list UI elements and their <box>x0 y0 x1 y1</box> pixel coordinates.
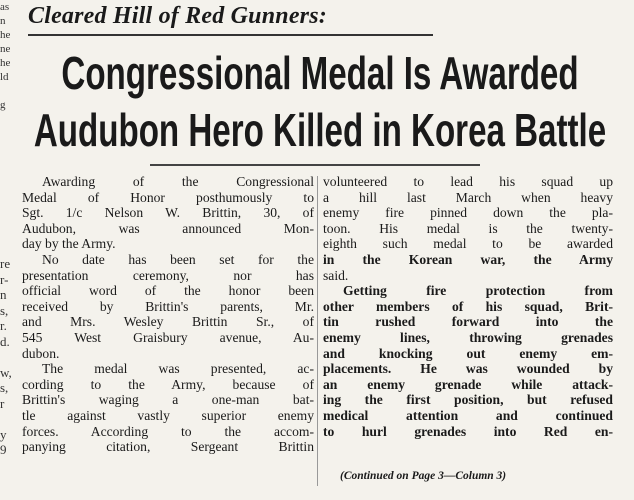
article-line: medical attention and continued <box>323 407 613 423</box>
edge-fragment: r- <box>0 271 9 287</box>
headline-rule <box>150 164 480 166</box>
article-column-right <box>323 174 613 439</box>
edge-fragment: ld <box>0 71 9 83</box>
article-line: Audubon, was announced Mon- <box>22 220 314 236</box>
edge-fragment: as <box>0 1 10 13</box>
edge-fragment: ne <box>0 43 11 55</box>
article-line: Brittin's waging a one-man bat- <box>22 392 314 408</box>
edge-fragment: 9 <box>0 442 7 457</box>
article-line: day by the Army. <box>22 236 116 252</box>
article-line: and Mrs. Wesley Brittin Sr., of <box>22 314 314 330</box>
article-line: said. <box>323 267 349 283</box>
edge-fragment: r <box>0 395 5 411</box>
article-line: Medal of Honor posthumously to <box>22 189 314 205</box>
article-line: placements. He was wounded by <box>323 361 613 377</box>
article-line: and knocking out enemy em- <box>323 345 613 361</box>
article-line: Getting fire protection from <box>343 283 613 299</box>
edge-fragment <box>0 349 14 365</box>
article-line: other members of his squad, Brit- <box>323 298 613 314</box>
edge-fragment <box>0 84 14 98</box>
headline-line-2 <box>33 104 607 156</box>
edge-fragment <box>0 411 14 427</box>
article-line: dubon. <box>22 345 60 361</box>
headline-line-1 <box>61 47 579 99</box>
headline-text-2: Audubon Hero Killed in Korea Battle <box>33 104 607 156</box>
edge-fragment: n <box>0 287 7 302</box>
article-line: forces. According to the accom- <box>22 423 314 439</box>
article-line: panying citation, Sergeant Brittin <box>22 439 314 455</box>
article-line: an enemy grenade while attack- <box>323 376 613 392</box>
article-line: The medal was presented, ac- <box>42 361 314 377</box>
article-column-left <box>22 174 314 455</box>
article-line: tle against vastly superior enemy <box>22 407 314 423</box>
edge-fragment: n <box>0 15 6 27</box>
article-line: enemy fire pinned down the pla- <box>323 205 613 221</box>
edge-fragment: g <box>0 99 6 111</box>
article-line: in the Korean war, the Army <box>323 251 613 267</box>
edge-fragment: r. <box>0 318 7 333</box>
edge-fragment: s, <box>0 302 9 318</box>
article-line: enemy lines, throwing grenades <box>323 329 613 345</box>
article-line: presentation ceremony, nor has <box>22 267 314 283</box>
article-line: eighth such medal to be awarded <box>323 236 613 252</box>
article-line: Awarding of the Congressional <box>42 174 314 189</box>
article-line: ing the first position, but refused <box>323 392 613 408</box>
edge-fragment: s, <box>0 380 9 395</box>
article-line: cording to the Army, because of <box>22 376 314 392</box>
edge-fragment: y <box>0 426 7 442</box>
column-divider <box>317 176 318 486</box>
edge-fragment: he <box>0 57 11 69</box>
article-line: to hurl grenades into Red en- <box>323 423 613 439</box>
article-line: tin rushed forward into the <box>323 314 613 330</box>
edge-fragment: he <box>0 29 11 41</box>
edge-fragment: w, <box>0 364 12 380</box>
article-line: received by Brittin's parents, Mr. <box>22 298 314 314</box>
article-line: official word of the honor been <box>22 283 314 299</box>
kicker-rule <box>28 34 433 36</box>
adjacent-column-fragment-bottom <box>0 256 14 458</box>
edge-fragment: re <box>0 256 11 271</box>
headline-text-1: Congressional Medal Is Awarded <box>61 47 579 99</box>
edge-fragment: d. <box>0 333 10 349</box>
kicker-headline: Cleared Hill of Red Gunners: <box>28 3 327 29</box>
article-line: 545 West Graisbury avenue, Au- <box>22 329 314 345</box>
article-line: Sgt. 1/c Nelson W. Brittin, 30, of <box>22 205 314 221</box>
article-line: a hill last March when heavy <box>323 189 613 205</box>
article-line: volunteered to lead his squad up <box>323 174 613 189</box>
continued-jump-line: (Continued on Page 3—Column 3) <box>340 470 507 482</box>
adjacent-column-fragment-top <box>0 0 14 112</box>
article-line: toon. His medal is the twenty- <box>323 220 613 236</box>
article-line: No date has been set for the <box>42 251 314 267</box>
